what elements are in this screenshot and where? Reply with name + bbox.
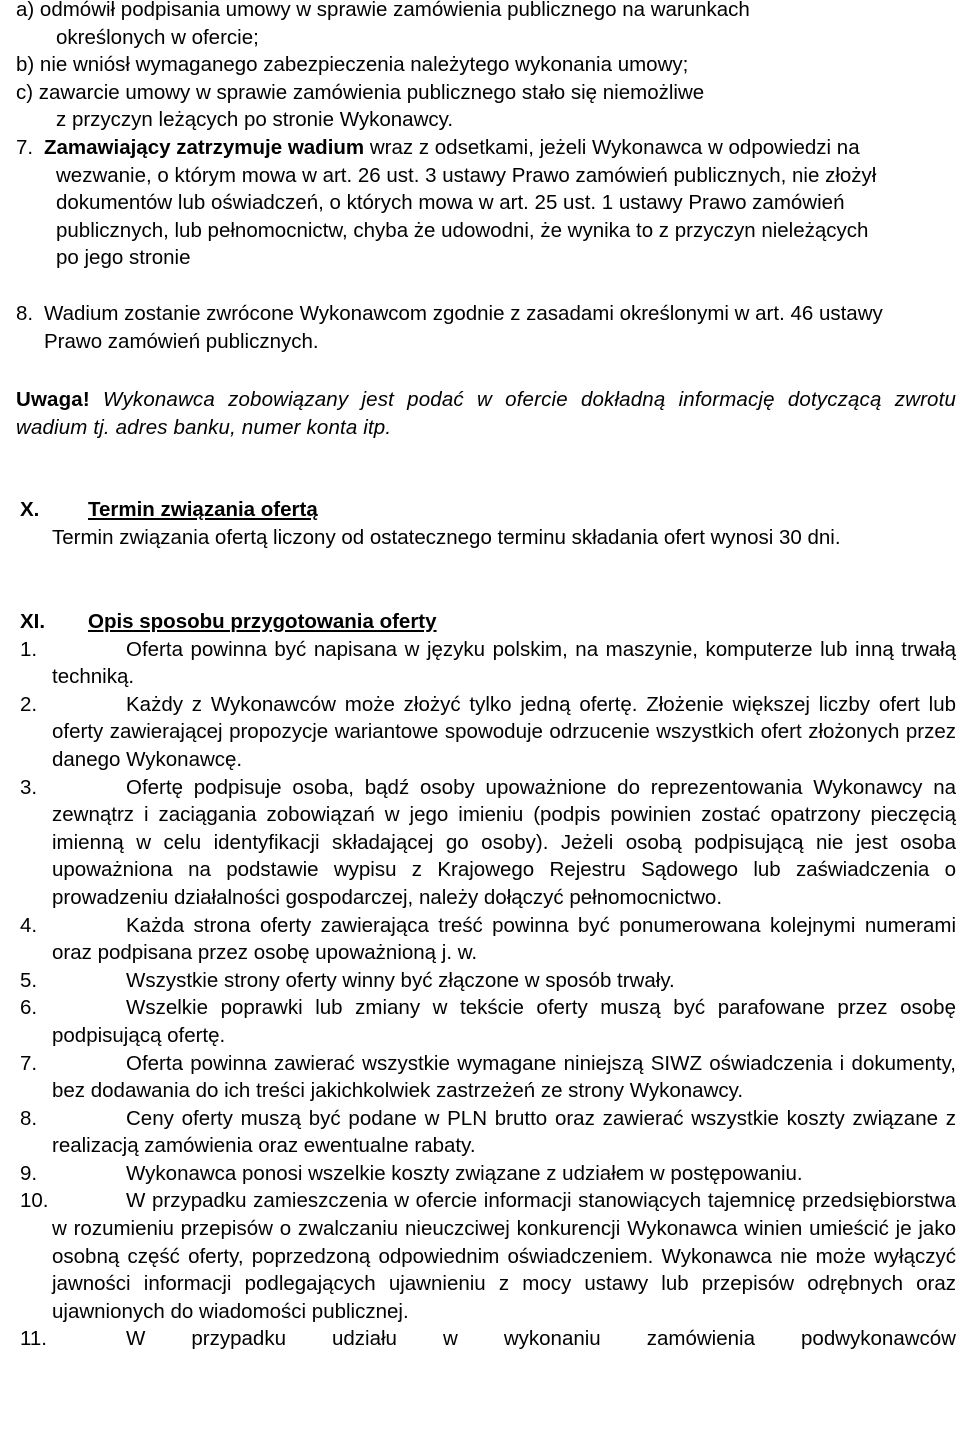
item-number: 2. <box>20 692 38 716</box>
list-item-a: a) odmówił podpisania umowy w sprawie zamówienia publicznego na warunkach <box>16 0 750 21</box>
list-item <box>0 912 956 967</box>
list-item-b: b) nie wniósł wymaganego zabezpieczenia należytego wykonania umowy; <box>16 53 689 77</box>
point-8-number: 8. <box>16 302 34 325</box>
point-7 <box>16 134 896 272</box>
item-number: 7. <box>20 1051 38 1075</box>
section-xi-heading <box>0 608 956 636</box>
section-xi <box>0 608 956 1353</box>
point-8 <box>16 300 956 355</box>
note-text <box>16 386 956 441</box>
section-x <box>0 496 960 551</box>
list-item <box>0 967 956 995</box>
item-number: 5. <box>20 968 38 992</box>
list-item <box>0 1325 956 1353</box>
section-xi-title: Opis sposobu przygotowania oferty <box>88 610 437 633</box>
list-item <box>0 1160 956 1188</box>
list-item <box>0 994 956 1049</box>
item-text: W przypadku zamieszczenia w ofercie informacji stanowiących tajemnicę przedsiębiorstwa w rozumieniu przepisów o zwalczaniu nieuczciwej konkurencji Wykonawca winien umieścić je jako osobną część oferty, poprzedzoną odpowiednim oświadczeniem. Wykonawca nie może wyłączyć jawności informacji podlegających ujawnieniu z mocy ustawy lub przepisów odrębnych oraz ujawnionych do wiadomości publicznej. <box>52 1189 956 1323</box>
section-xi-list <box>0 636 956 1353</box>
item-text: Wykonawca ponosi wszelkie koszty związane z udziałem w postępowaniu. <box>126 1161 803 1185</box>
section-x-heading <box>0 496 960 524</box>
list-item-c: c) zawarcie umowy w sprawie zamówienia publicznego stało się niemożliwe <box>16 80 705 104</box>
item-number: 8. <box>20 1106 38 1130</box>
item-number: 10. <box>20 1189 49 1213</box>
item-text: Oferta powinna zawierać wszystkie wymagane niniejszą SIWZ oświadczenia i dokumenty, bez dodawania do ich treści jakichkolwiek zastrzeżeń ze strony Wykonawcy. <box>52 1051 956 1103</box>
section-xi-number: XI. <box>20 610 46 633</box>
list-item <box>0 1050 956 1105</box>
note-body: Wykonawca zobowiązany jest podać w ofercie dokładną informację dotyczącą zwrotu wadium tj. adres banku, numer konta itp. <box>16 388 956 439</box>
note-label: Uwaga! <box>16 388 90 411</box>
section-x-body: Termin związania ofertą liczony od ostatecznego terminu składania ofert wynosi 30 dni. <box>52 525 841 549</box>
item-number: 4. <box>20 913 38 937</box>
list-item <box>0 1105 956 1160</box>
item-text: Każda strona oferty zawierająca treść powinna być ponumerowana kolejnymi numerami oraz podpisana przez osobę upoważnioną j. w. <box>52 913 956 965</box>
point-7-text <box>16 134 896 272</box>
item-text: Oferta powinna być napisana w języku polskim, na maszynie, komputerze lub inną trwałą techniką. <box>52 637 956 689</box>
section-x-number: X. <box>20 498 40 521</box>
list-item <box>0 636 956 691</box>
item-text: Wszystkie strony oferty winny być złączone w sposób trwały. <box>126 968 675 992</box>
list-item-a-continuation: określonych w ofercie; <box>56 25 259 49</box>
item-number: 9. <box>20 1161 38 1185</box>
wadium-conditions-list <box>16 0 896 134</box>
list-item-c-continuation: z przyczyn leżących po stronie Wykonawcy. <box>56 108 454 132</box>
list-item <box>0 774 956 912</box>
point-7-rest: wraz z odsetkami, jeżeli Wykonawca w odpowiedzi na wezwanie, o którym mowa w art. 26 ust. 3 ustawy Prawo zamówień publicznych, nie złożył dokumentów lub oświadczeń, o których mowa w art. 25 ust. 1 ustawy Prawo zamówień publicznych, lub pełnomocnictw, chyba że udowodni, że wynika to z przyczyn nieleżących po jego stronie <box>56 136 877 270</box>
point-7-number: 7. <box>16 136 34 159</box>
item-number: 3. <box>20 775 38 799</box>
item-text: W przypadku udziału w wykonaniu zamówienia podwykonawców <box>126 1327 956 1351</box>
section-x-title: Termin związania ofertą <box>88 498 318 521</box>
point-7-bold: Zamawiający zatrzymuje wadium <box>44 136 365 159</box>
item-number: 1. <box>20 637 38 661</box>
note <box>16 386 956 441</box>
item-text: Wszelkie poprawki lub zmiany w tekście oferty muszą być parafowane przez osobę podpisującą ofertę. <box>52 996 956 1047</box>
item-number: 6. <box>20 996 38 1020</box>
item-text: Ofertę podpisuje osoba, bądź osoby upoważnione do reprezentowania Wykonawcy na zewnątrz i zaciągania zobowiązań w jego imieniu (podpis powinien zostać opatrzony pieczęcią imienną w celu identyfikacji składającej go osoby). Jeżeli osobą podpisującą nie jest osoba upoważniona na podstawie wypisu z Krajowego Rejestru Sądowego lub zaświadczenia o prowadzeniu działalności gospodarczej, należy dołączyć pełnomocnictwo. <box>52 775 956 909</box>
item-number: 11. <box>20 1327 47 1351</box>
item-text: Ceny oferty muszą być podane w PLN brutto oraz zawierać wszystkie koszty związane z realizacją zamówienia oraz ewentualne rabaty. <box>52 1106 956 1158</box>
list-item <box>0 691 956 774</box>
item-text: Każdy z Wykonawców może złożyć tylko jedną ofertę. Złożenie większej liczby ofert lub oferty zawierającej propozycje wariantowe spowoduje odrzucenie wszystkich ofert złożonych przez danego Wykonawcę. <box>52 692 956 771</box>
list-item <box>0 1187 956 1325</box>
point-8-text: Wadium zostanie zwrócone Wykonawcom zgodnie z zasadami określonymi w art. 46 ustawy Prawo zamówień publicznych. <box>44 302 883 353</box>
